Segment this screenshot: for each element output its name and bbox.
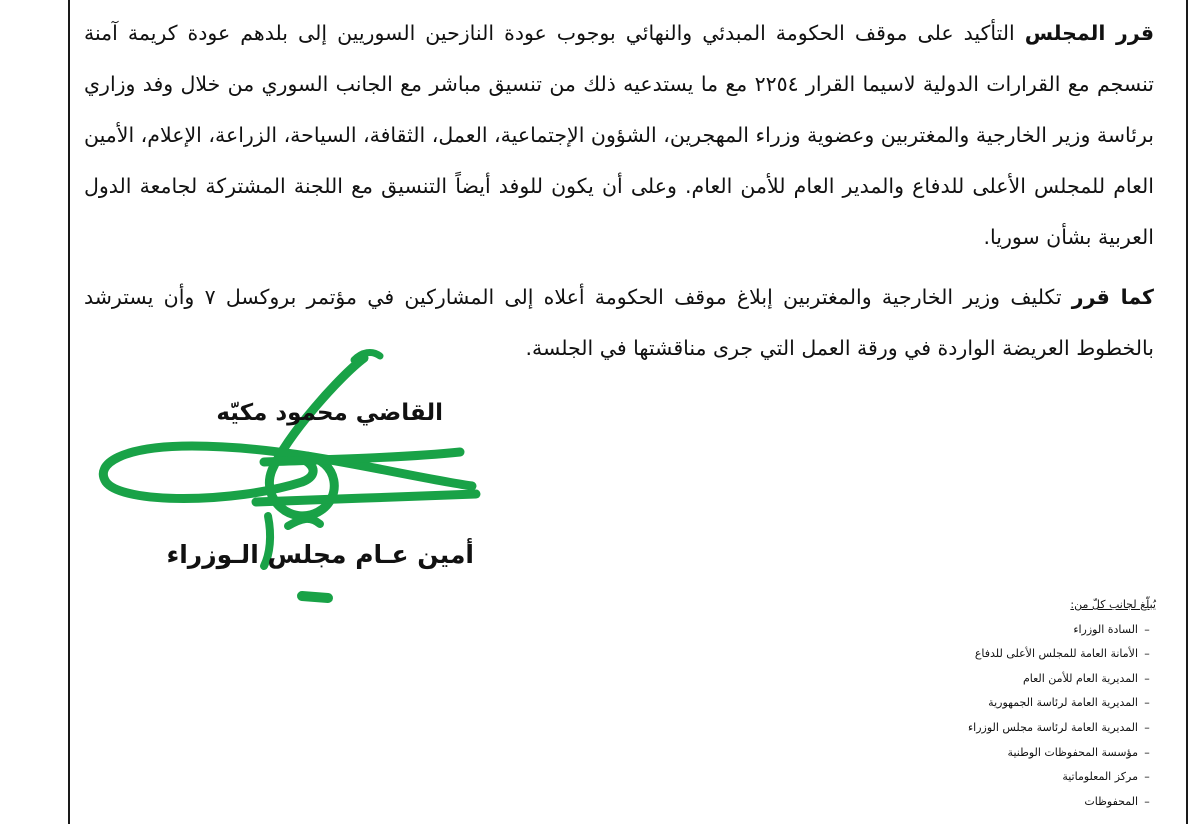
bullet-dash: –: [1144, 745, 1150, 759]
list-item: [968, 790, 1156, 815]
distribution-item-label: المديرية العامة لرئاسة الجمهورية: [988, 696, 1138, 710]
distribution-item-label: الأمانة العامة للمجلس الأعلى للدفاع: [974, 647, 1138, 661]
distribution-item-label: مؤسسة المحفوظات الوطنية: [1007, 745, 1138, 759]
distribution-heading: يُبلّغ لجانب كلّ من:: [1070, 598, 1156, 611]
handwritten-signature: [92, 340, 492, 620]
list-item: [968, 716, 1156, 741]
list-item: [968, 741, 1156, 766]
bullet-dash: –: [1144, 647, 1150, 661]
list-item: [968, 691, 1156, 716]
decision-text-2: تكليف وزير الخارجية والمغتربين إبلاغ موقف الحكومة أعلاه إلى المشاركين في مؤتمر بروكسل ٧ وأن يسترشد بالخطوط العريضة الواردة في ورقة العمل التي جرى مناقشتها في الجلسة.: [84, 285, 1154, 360]
list-item: [968, 642, 1156, 667]
bullet-dash: –: [1144, 720, 1150, 734]
page-border-right: [1186, 0, 1188, 824]
distribution-item-label: المديرية العام للأمن العام: [1022, 671, 1138, 685]
signatory-name: القاضي محمود مكيّه: [216, 400, 443, 426]
list-item: [968, 618, 1156, 643]
distribution-list: [968, 593, 1156, 814]
decision-paragraph-1: [84, 8, 1154, 263]
decision-lead-2: كما قرر: [1071, 285, 1154, 309]
bullet-dash: –: [1144, 622, 1150, 636]
list-item: [968, 765, 1156, 790]
distribution-item-label: مركز المعلوماتية: [1062, 770, 1138, 784]
bullet-dash: –: [1144, 671, 1150, 685]
decision-text-1: التأكيد على موقف الحكومة المبدئي والنهائي بوجوب عودة النازحين السوريين إلى بلدهم عودة كريمة آمنة تنسجم مع القرارات الدولية لاسيما القرار ٢٢٥٤ مع ما يستدعيه ذلك من تنسيق مباشر مع الجانب السوري من خلال وفد وزاري برئاسة وزير الخارجية والمغتربين وعضوية وزراء المهجرين، الشؤون الإجتماعية، العمل، الثقافة، السياحة، الزراعة، الإعلام، الأمين العام للمجلس الأعلى للدفاع والمدير العام للأمن العام. وعلى أن يكون للوفد أيضاً التنسيق مع اللجنة المشتركة لجامعة الدول العربية بشأن سوريا.: [84, 21, 1155, 249]
distribution-item-label: السادة الوزراء: [1073, 622, 1138, 636]
bullet-dash: –: [1144, 770, 1150, 784]
bullet-dash: –: [1144, 794, 1150, 808]
decision-lead-1: قرر المجلس: [1024, 21, 1155, 45]
distribution-item-label: المديرية العامة لرئاسة مجلس الوزراء: [967, 720, 1138, 734]
list-item: [968, 667, 1156, 692]
page-border-left: [68, 0, 70, 824]
distribution-item-label: المحفوظات: [1084, 794, 1138, 808]
signatory-title: أمين عـام مجلس الـوزراء: [166, 540, 474, 569]
bullet-dash: –: [1144, 696, 1150, 710]
distribution-items: [968, 618, 1156, 815]
